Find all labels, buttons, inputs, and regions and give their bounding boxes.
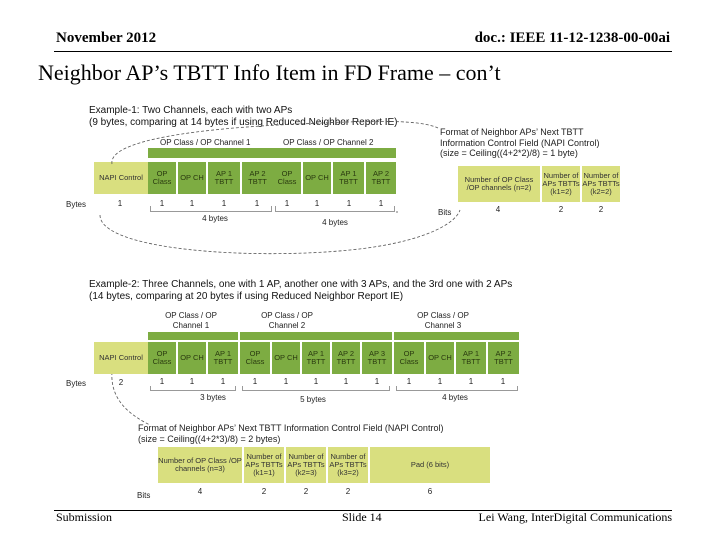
ex2-field: OP Class: [148, 342, 176, 374]
ex2-field-bytes: 1: [406, 377, 412, 386]
ex2-field: OP CH: [272, 342, 300, 374]
ex1-field: AP 2 TBTT: [366, 162, 396, 194]
napi2-bits: 2: [345, 487, 351, 496]
napi2-field-channels: Number of OP Class /OP channels (n=3): [158, 447, 242, 483]
ex2-field-bytes: 1: [189, 377, 195, 386]
ex1-field-bytes: 1: [314, 199, 320, 208]
ex2-group-label-1: OP Class / OP Channel 1: [165, 311, 217, 330]
napi-format2-title-line: (size = Ceiling((4+2*3)/8) = 2 bytes): [138, 433, 281, 444]
ex2-field: AP 2 TBTT: [332, 342, 360, 374]
example1-title-line2: (9 bytes, comparing at 14 bytes if using Reduced Neighbor Report IE): [89, 117, 398, 128]
ex2-field-bytes: 1: [374, 377, 380, 386]
connector-napi1-bottom: [100, 210, 460, 254]
ex2-group-bytes-2: 5 bytes: [300, 395, 326, 404]
ex2-field: AP 2 TBTT: [488, 342, 519, 374]
ex2-field-bytes: 1: [437, 377, 443, 386]
ex1-field: AP 1 TBTT: [333, 162, 364, 194]
ex1-field-bytes: 1: [189, 199, 195, 208]
header-date: November 2012: [56, 30, 157, 46]
napi1-bits: 4: [495, 205, 501, 214]
napi-format2-title: [138, 423, 443, 444]
connector-napi1-top: [112, 121, 438, 164]
ex1-field: OP CH: [178, 162, 206, 194]
ex1-field-bytes: 1: [221, 199, 227, 208]
ex2-field-bytes: 1: [468, 377, 474, 386]
example2-title-line1: Example-2: Three Channels, one with 1 AP, another one with 3 APs, and the 3rd one with 2 APs: [89, 279, 513, 290]
napi1-bits: 2: [558, 205, 564, 214]
ex1-group-bytes-2: 4 bytes: [322, 218, 348, 227]
napi2-bits: 6: [427, 487, 433, 496]
ex2-napi-bytes: 2: [118, 378, 124, 387]
slide-title: Neighbor AP’s TBTT Info Item in FD Frame – con’t: [38, 60, 501, 85]
footer-submission: Submission: [56, 510, 113, 524]
ex2-bytes-label: Bytes: [66, 379, 87, 388]
ex1-group-label-2: OP Class / OP Channel 2: [283, 138, 374, 147]
ex2-field-bytes: 1: [252, 377, 258, 386]
ex2-field-bytes: 1: [313, 377, 319, 386]
napi1-field-k1: Number of APs TBTTs (k1=2): [542, 166, 580, 202]
ex1-field: AP 2 TBTT: [242, 162, 273, 194]
ex2-bracket-2: [242, 386, 390, 391]
ex2-field: AP 1 TBTT: [456, 342, 486, 374]
ex2-field: AP 3 TBTT: [362, 342, 392, 374]
ex1-field-bytes: 1: [378, 199, 384, 208]
ex2-field-bytes: 1: [220, 377, 226, 386]
ex1-field: OP Class: [273, 162, 301, 194]
napi1-bits-label: Bits: [438, 208, 452, 217]
ex1-field-bytes: 1: [284, 199, 290, 208]
napi1-field-k2: Number of APs TBTTs (k2=2): [582, 166, 620, 202]
ex2-bracket-3: [396, 386, 518, 391]
ex2-napi-control: NAPI Control: [94, 342, 148, 374]
ex1-field: AP 1 TBTT: [208, 162, 240, 194]
ex2-channel-bar-2: [240, 332, 392, 340]
ex1-group-bytes-1: 4 bytes: [202, 214, 228, 223]
napi2-field-k3: Number of APs TBTTs (k3=2): [328, 447, 368, 483]
napi2-field-pad: Pad (6 bits): [370, 447, 490, 483]
ex1-field: OP CH: [303, 162, 331, 194]
ex1-napi-control: NAPI Control: [94, 162, 148, 194]
napi-format2-title-line: Format of Neighbor APs’ Next TBTT Information Control Field (NAPI Control): [138, 423, 444, 433]
ex2-field: OP CH: [426, 342, 454, 374]
example2-title-line2: (14 bytes, comparing at 20 bytes if using Reduced Neighbor Report IE): [89, 291, 404, 302]
ex2-field: AP 1 TBTT: [208, 342, 238, 374]
ex2-field-bytes: 1: [159, 377, 165, 386]
ex2-field: AP 1 TBTT: [302, 342, 330, 374]
ex2-group-label-3: OP Class / OP Channel 3: [417, 311, 469, 330]
napi2-bits: 2: [303, 487, 309, 496]
footer-author: Lei Wang, InterDigital Communications: [478, 510, 672, 524]
ex2-field-bytes: 1: [283, 377, 289, 386]
ex2-bracket-1: [150, 386, 236, 391]
napi-format1-title-line: Information Control Field (NAPI Control): [440, 137, 600, 148]
ex2-group-bytes-1: 3 bytes: [200, 393, 226, 402]
example2-title: [89, 279, 512, 303]
napi2-bits: 2: [261, 487, 267, 496]
ex1-field-bytes: 1: [159, 199, 165, 208]
ex2-field: OP Class: [240, 342, 270, 374]
ex2-field: OP CH: [178, 342, 206, 374]
ex1-field-bytes: 1: [254, 199, 260, 208]
ex2-group-label-2: OP Class / OP Channel 2: [261, 311, 313, 330]
ex2-channel-bar-1: [148, 332, 238, 340]
example1-title-line1: Example-1: Two Channels, each with two APs: [89, 105, 293, 116]
ex2-group-bytes-3: 4 bytes: [442, 393, 468, 402]
napi2-field-k2: Number of APs TBTTs (k2=3): [286, 447, 326, 483]
footer-slide-number: Slide 14: [342, 510, 382, 524]
ex2-field-bytes: 1: [500, 377, 506, 386]
napi2-field-k1: Number of APs TBTTs (k1=1): [244, 447, 284, 483]
ex1-napi-bytes: 1: [117, 199, 123, 208]
ex2-channel-bar-3: [394, 332, 519, 340]
ex1-field-bytes: 1: [346, 199, 352, 208]
ex1-bytes-label: Bytes: [66, 200, 87, 209]
ex2-field: OP Class: [394, 342, 424, 374]
ex1-group-label-1: OP Class / OP Channel 1: [160, 138, 251, 147]
ex2-field-bytes: 1: [343, 377, 349, 386]
header-doc-id: doc.: IEEE 11-12-1238-00-00ai: [474, 30, 670, 46]
napi2-bits: 4: [197, 487, 203, 496]
napi-format1-title-line: Format of Neighbor APs’ Next TBTT: [440, 127, 584, 137]
napi-format1-title-line: (size = Ceiling((4+2*2)/8) = 1 byte): [440, 148, 578, 158]
napi2-bits-label: Bits: [137, 491, 151, 500]
ex1-field: OP Class: [148, 162, 176, 194]
napi1-bits: 2: [598, 205, 604, 214]
napi1-field-channels: Number of OP Class /OP channels (n=2): [458, 166, 540, 202]
